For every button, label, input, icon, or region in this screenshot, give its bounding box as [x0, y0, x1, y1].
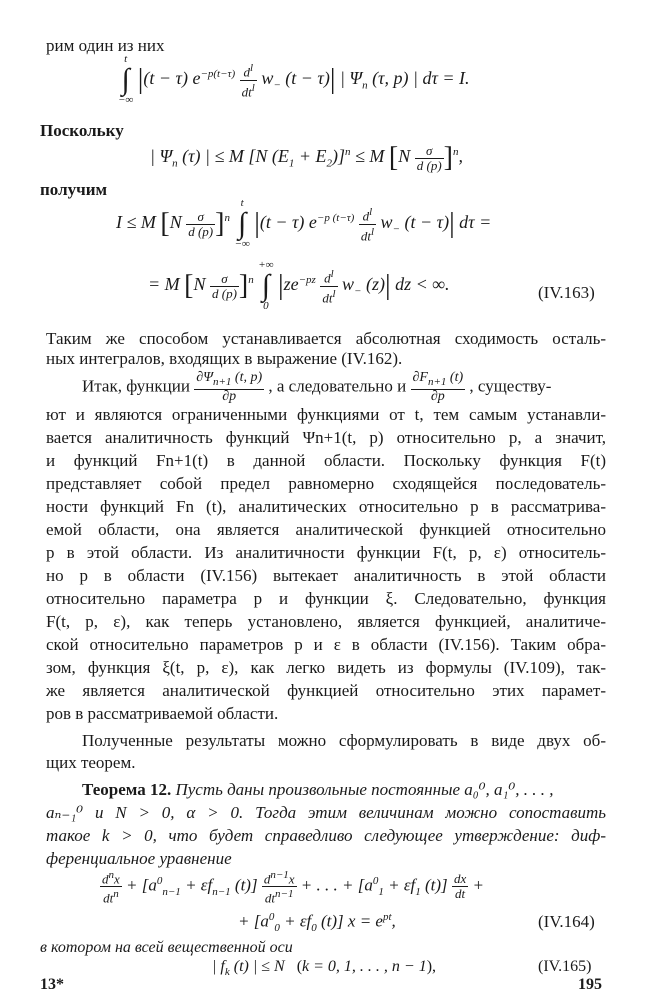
- integral-sign: +∞ ∫ 0: [258, 259, 274, 312]
- theorem-line: ференциальное уравнение: [46, 849, 232, 868]
- text-line: но p в области (IV.156) вытекает аналитичность в этой области: [46, 566, 606, 585]
- text-line: представляет собой предел равномерно сходящейся последователь-: [46, 474, 606, 493]
- text-fragment: , а следовательно и: [268, 376, 407, 396]
- fraction: $\frac{\partial\Psi_{n+1} (t, p)}{\partial p}$: [196, 370, 263, 404]
- page-number: 195: [578, 976, 602, 993]
- equation-1: t ∫ −∞ |(t − τ) $e^{-p(t-\tau)}$ $\frac{d^l}{dt^l}$ $w_-$ (t − τ)| | $\Psi_n$ (τ, p) | dτ = I.: [118, 53, 470, 106]
- text-line: щих теорем.: [46, 753, 136, 772]
- text-line: ности функций Fn (t), аналитических относительно p в рассматрива-: [46, 497, 606, 516]
- equation-3: I ≤ M [N $\frac{\sigma}{d (p)}$ ]$^n$ t ∫ −∞ |(t − τ) $e^{-p (t-\tau)}$ $\frac{d^l}{dt^l}$ $w_-$ (t − τ)| dτ =: [116, 197, 492, 250]
- theorem-label: Теорема 12.: [82, 780, 172, 799]
- fraction: $\frac{\partial F_{n+1} (t)}{\partial p}$: [412, 370, 464, 404]
- text-line: емой области, она является аналитической функцией относительно: [46, 520, 606, 539]
- text-line: и функций Fn+1(t) в данной области. Поскольку функция F(t): [46, 451, 606, 470]
- theorem-text: Пусть даны произвольные постоянные a₀⁰, a₁⁰, . . . ,: [175, 780, 554, 799]
- equation-4: = M [N $\frac{\sigma}{d (p)}$ ]$^n$ +∞ ∫ 0 $|ze^{-pz}$ $\frac{d^l}{dt^l}$ $w_-$ (z)| dz < ∞.: [148, 259, 450, 312]
- text-line: F(t, p, ε), как теперь установлено, является функцией, аналитиче-: [46, 612, 606, 631]
- equation-number: (IV.163): [538, 283, 595, 302]
- text-line: p в этой области. Из аналитичности функции F(t, p, ε) относитель-: [46, 543, 606, 562]
- text-line: Поскольку: [40, 121, 124, 140]
- text-line: ных интегралов, входящих в выражение (IV.162).: [46, 349, 403, 368]
- text-line: ров в рассматриваемой области.: [46, 704, 279, 723]
- integral-sign: t ∫ −∞: [234, 197, 250, 250]
- text-line: вается аналитичность функций Ψn+1(t, p) относительно p, а значит,: [46, 428, 606, 447]
- text-line: [82, 371, 606, 404]
- theorem-line: [82, 780, 606, 800]
- equation-6: + [$a^0_0 + \varepsilon f_0$ (t)] $x = e^{pt}$,: [238, 911, 396, 935]
- text-fragment: , существу-: [469, 376, 552, 396]
- text-line: зом, функция ξ(t, p, ε), как легко видеть из формулы (IV.109), так-: [46, 658, 606, 677]
- text-line: получим: [40, 180, 108, 199]
- theorem-line: aₙ₋₁⁰ и N > 0, α > 0. Тогда этим величинам можно сопоставить: [46, 803, 606, 822]
- equation-number: (IV.165): [538, 958, 592, 975]
- text-line: относительно параметра p и функции ξ. Следовательно, функция: [46, 589, 606, 608]
- equation-7: | $f_k$ (t) | ≤ N (k = 0, 1, . . . , n − 1),: [212, 958, 437, 979]
- equation-5: $\frac{d^nx}{dt^n}$ + [$a^0_{n-1} + \varepsilon f_{n-1}$ (t)] $\frac{d^{n-1}x}{dt^{n-1}}$ + . . . + [$a^0_1 + \varepsilon f_1$ (t)] $\frac{dx}{dt}$ +: [102, 869, 484, 906]
- equation-number: (IV.164): [538, 912, 595, 931]
- text-line: Полученные результаты можно сформулировать в виде двух об-: [82, 731, 606, 750]
- equation-2: | $\Psi_n$ (τ) | ≤ M [N $(E_1 + E_2)]^n \le M$ [N $\frac{\sigma}{d (p)}$ ]$^n$,: [150, 142, 463, 173]
- integral-sign: t ∫ −∞: [118, 53, 134, 106]
- text-line: в котором на всей вещественной оси: [40, 939, 293, 956]
- theorem-line: такое k > 0, что будет справедливо следующее утверждение: диф-: [46, 826, 606, 845]
- signature-mark: 13*: [40, 976, 64, 993]
- text-line: ют и являются ограниченными функциями от t, тем самым устанавли-: [46, 405, 606, 424]
- text-line: Таким же способом устанавливается абсолютная сходимость осталь-: [46, 329, 606, 348]
- text-line: ской относительно параметров p и ε в области (IV.156). Таким обра-: [46, 635, 606, 654]
- text-line: рим один из них: [46, 36, 165, 55]
- text-fragment: Итак, функции: [82, 376, 190, 396]
- text-line: же является аналитической функцией относительно этих парамет-: [46, 681, 606, 700]
